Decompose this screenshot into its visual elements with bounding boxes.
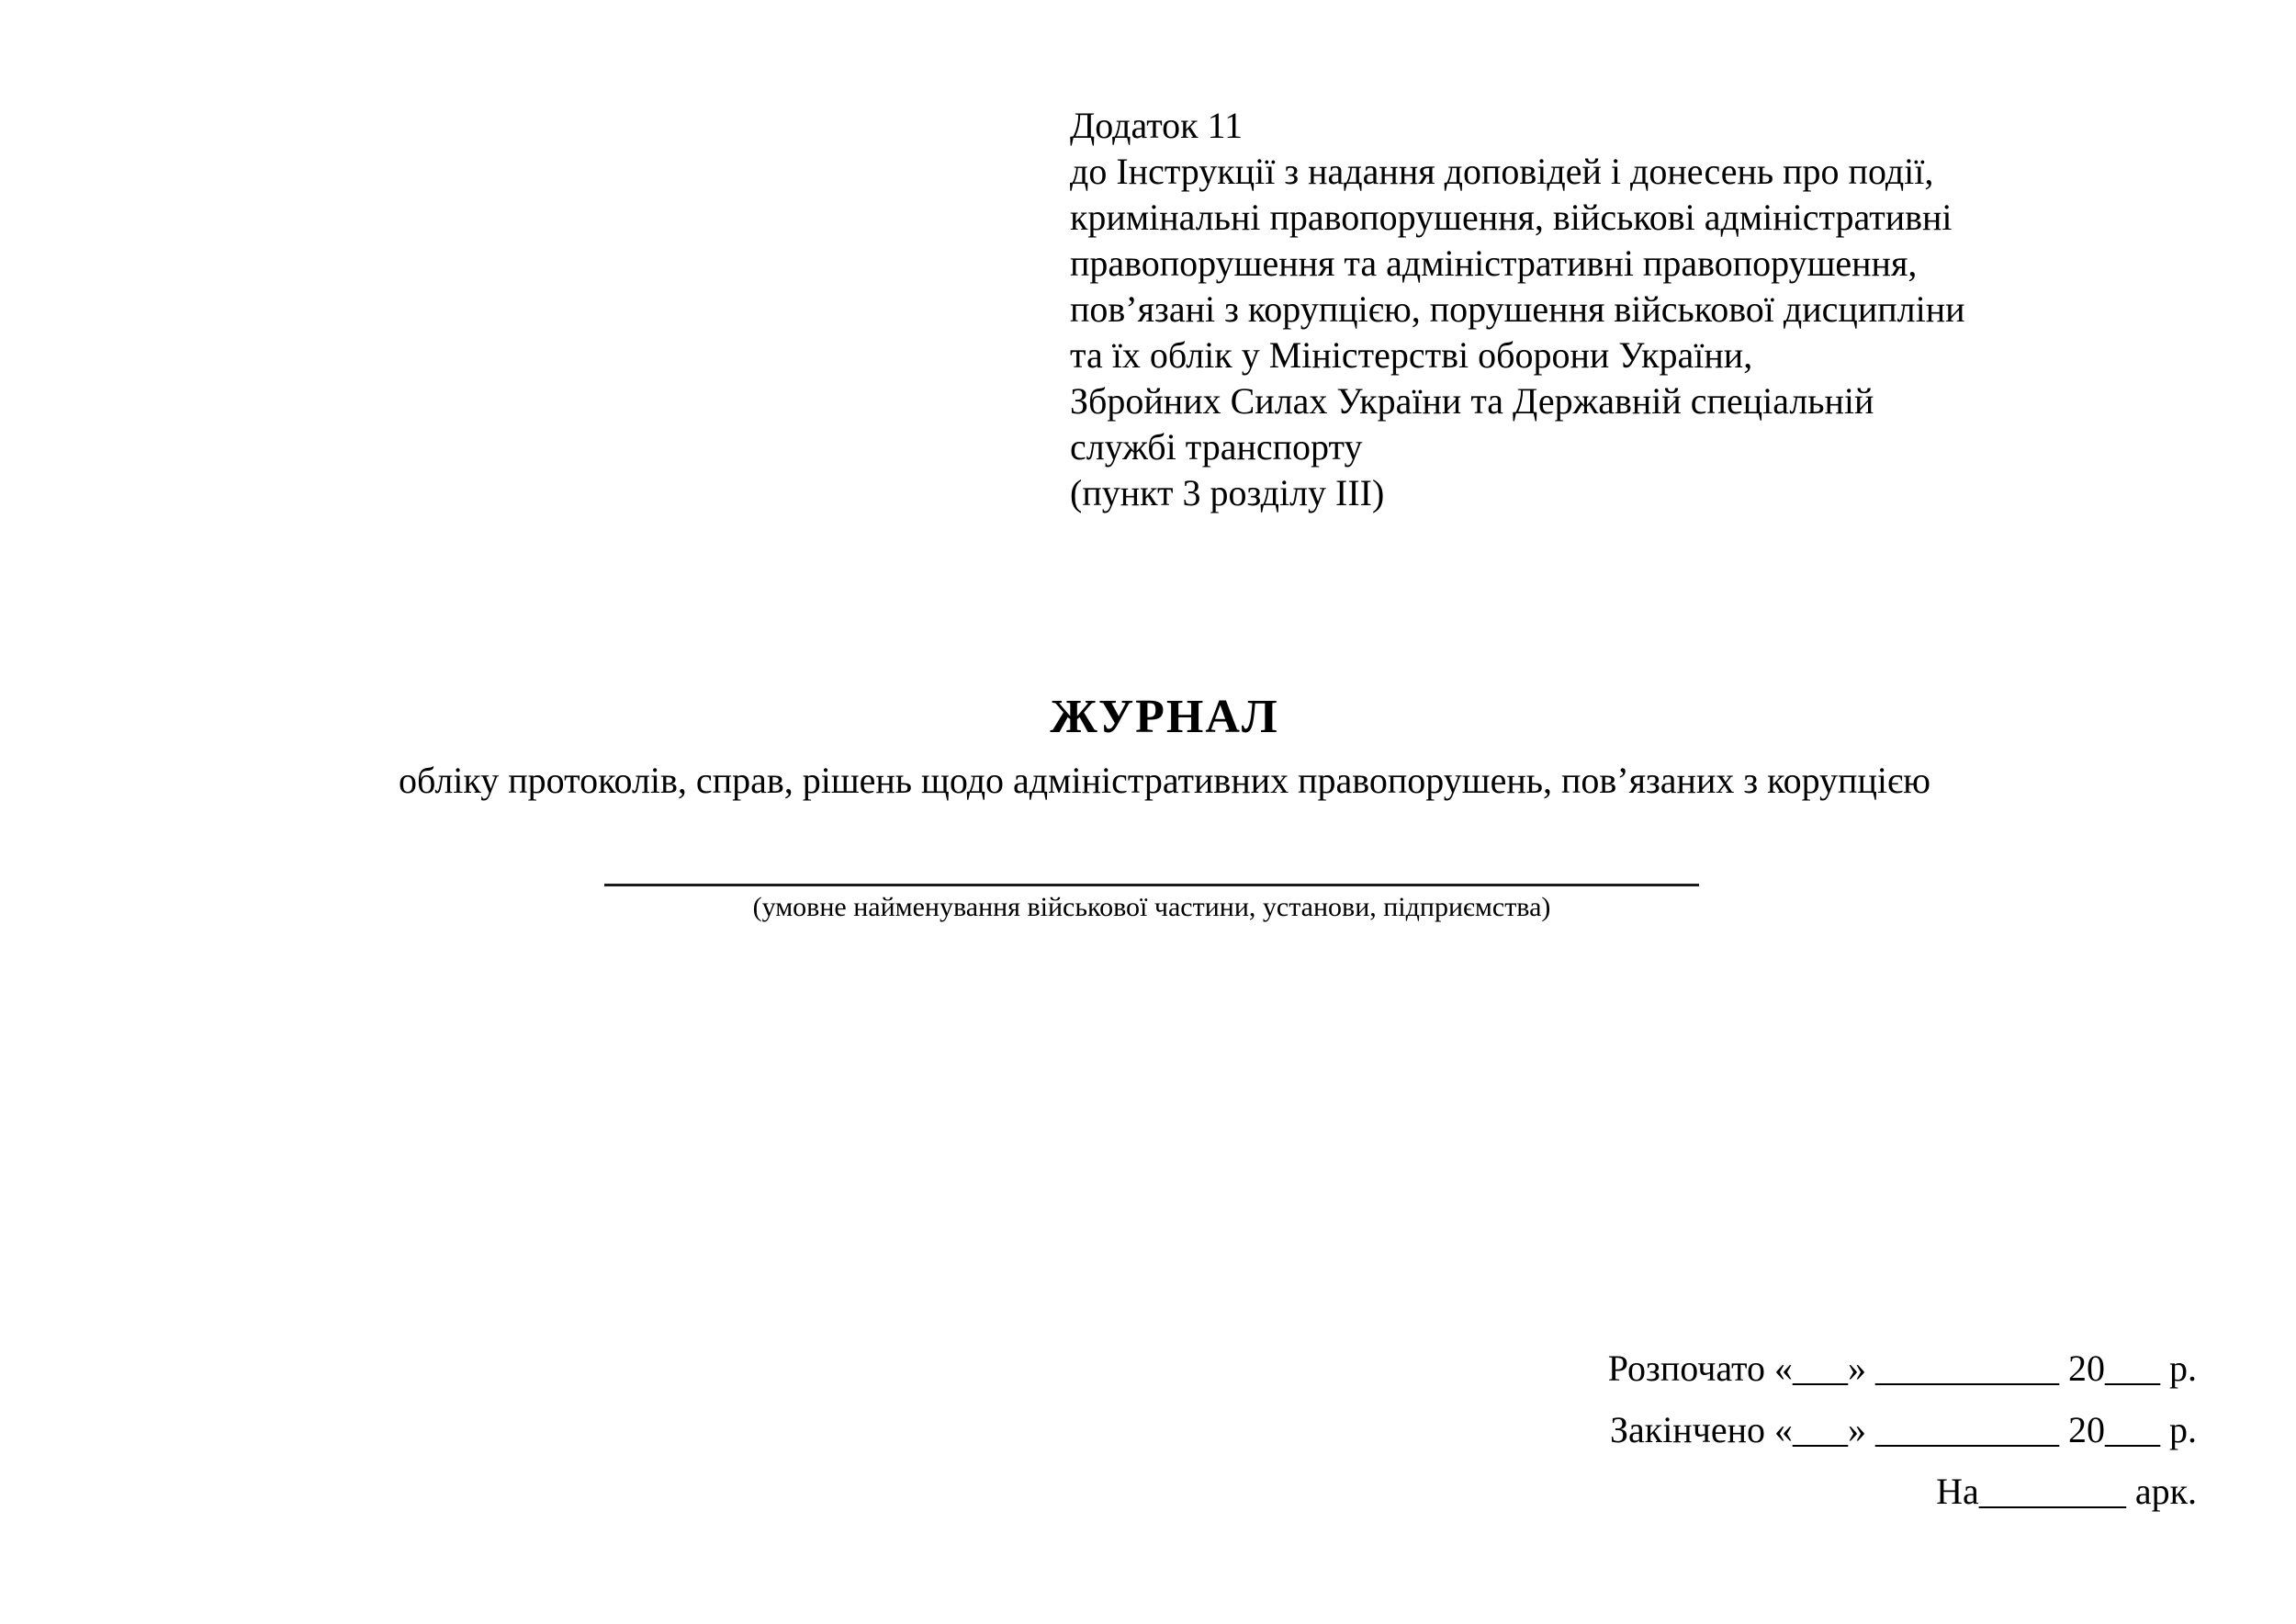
- sheets-count-line: На________ арк.: [1936, 1471, 2197, 1512]
- annex-line: службі транспорту: [1070, 426, 1363, 468]
- journal-title: ЖУРНАЛ: [1050, 691, 1279, 743]
- annex-line: (пункт 3 розділу III): [1070, 472, 1385, 513]
- footer-dates-block: [1608, 1337, 2197, 1522]
- annex-line: Збройних Силах України та Державній спеціальній: [1070, 380, 1874, 422]
- title-block: [33, 691, 2296, 803]
- annex-line: та їх облік у Міністерстві оборони України,: [1070, 334, 1753, 376]
- unit-name-blank-line: [604, 845, 1699, 886]
- annex-line: Додаток 11: [1070, 105, 1244, 146]
- annex-line: до Інструкції з надання доповідей і донесень про події,: [1070, 151, 1934, 192]
- annex-reference-block: [1070, 103, 2154, 516]
- annex-line: правопорушення та адміністративні правопорушення,: [1070, 242, 1918, 284]
- started-line: Розпочато «___» __________ 20___ р.: [1607, 1348, 2197, 1389]
- annex-line: кримінальні правопорушення, військові адміністративні: [1070, 197, 1953, 238]
- annex-line: пов’язані з корупцією, порушення військової дисципліни: [1070, 288, 1965, 330]
- unit-name-caption: (умовне найменування військової частини, установи, підприємства): [752, 892, 1551, 922]
- journal-subtitle: обліку протоколів, справ, рішень щодо адміністративних правопорушень, пов’язаних з корупцією: [398, 760, 1931, 801]
- finished-line: Закінчено «___» __________ 20___ р.: [1609, 1409, 2197, 1450]
